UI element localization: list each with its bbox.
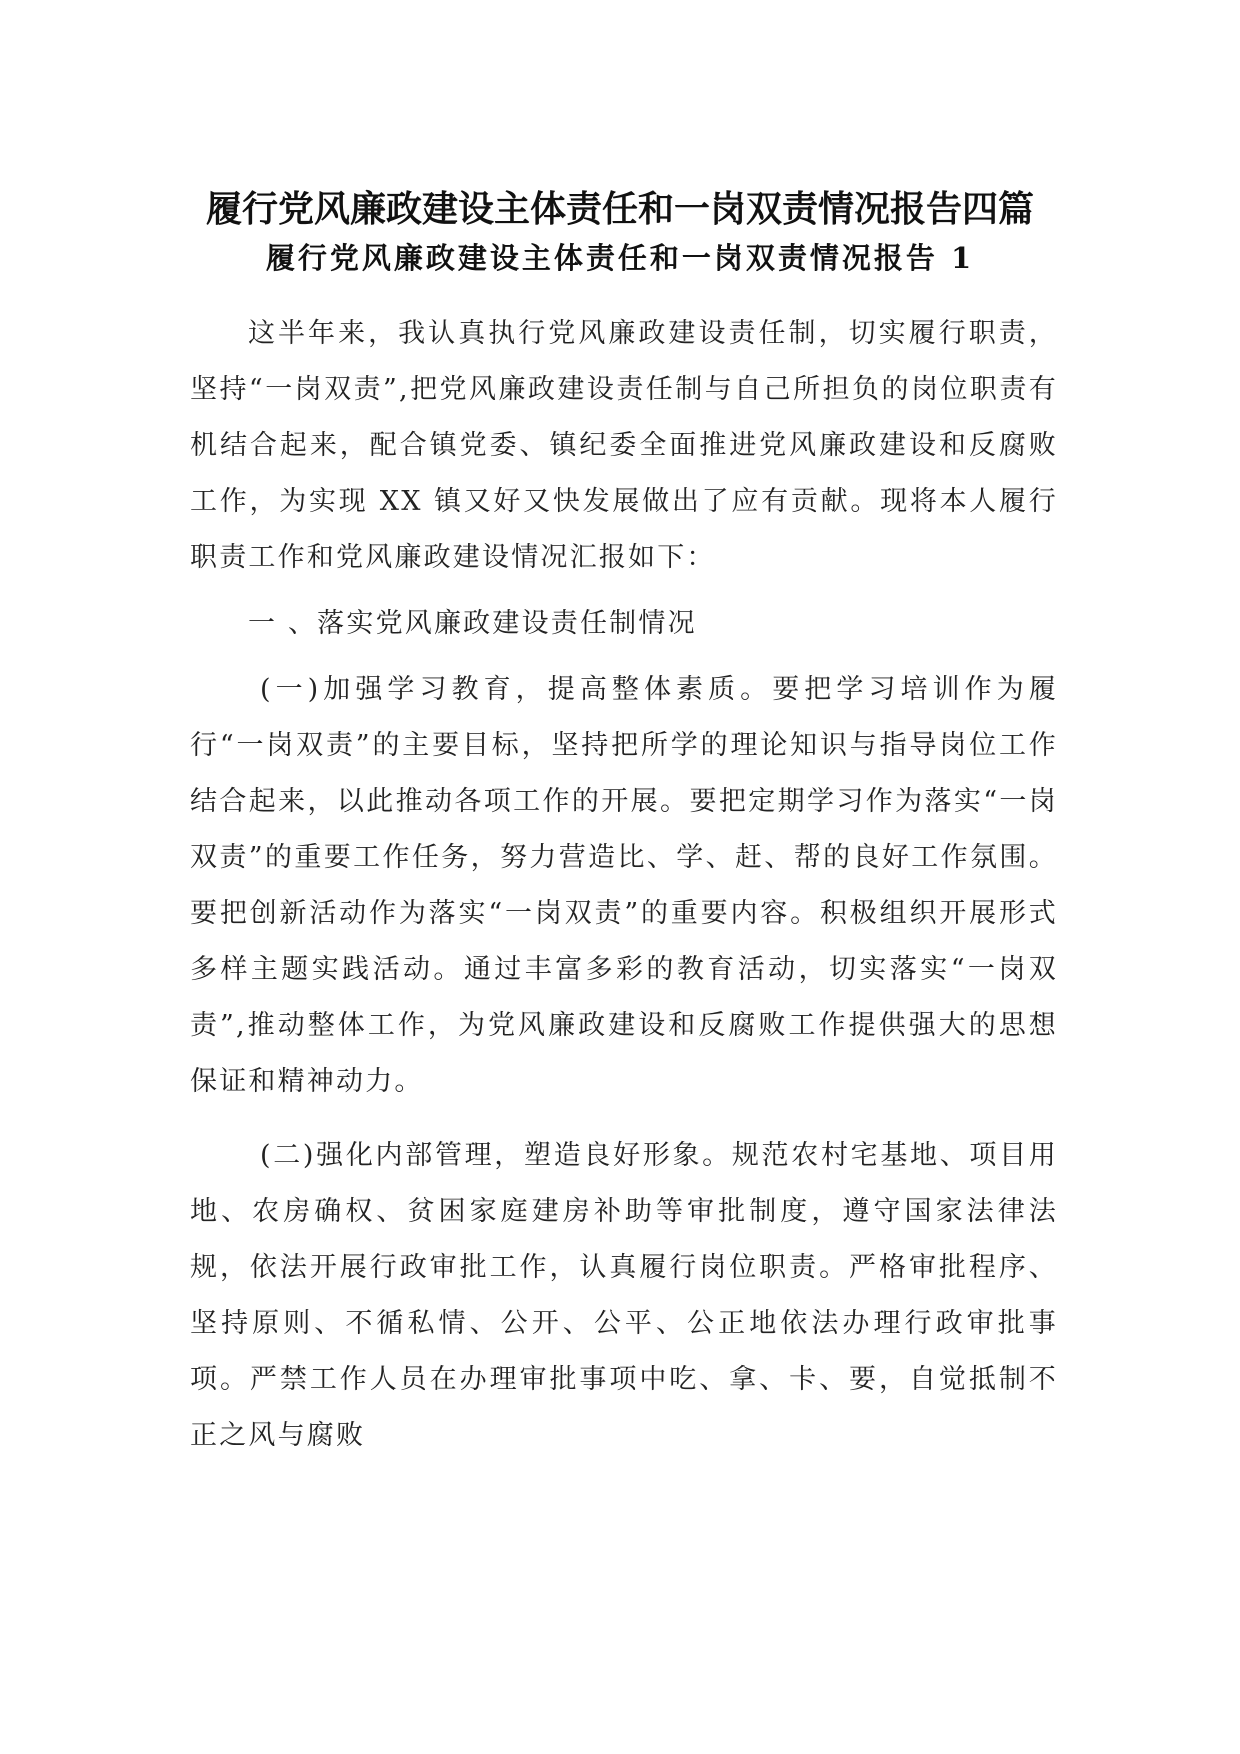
document-subtitle: 履行党风廉政建设主体责任和一岗双责情况报告 1	[265, 241, 975, 275]
document-title: 履行党风廉政建设主体责任和一岗双责情况报告四篇	[205, 189, 1034, 230]
paragraph-item-1: (一)加强学习教育，提高整体素质。要把学习培训作为履行“一岗双责”的主要目标，坚持把所学的理论知识与指导岗位工作结合起来，以此推动各项工作的开展。要把定期学习作为落实“一岗双责”的重要工作任务，努力营造比、学、赶、帮的良好工作氛围。要把创新活动作为落实“一岗双责”的重要内容。积极组织开展形式多样主题实践活动。通过丰富多彩的教育活动，切实落实“一岗双责”,推动整体工作，为党风廉政建设和反腐败工作提供强大的思想保证和精神动力。	[190, 674, 1058, 1097]
document-body	[190, 306, 1058, 1464]
section-heading: 一 、落实党风廉政建设责任制情况	[248, 608, 697, 639]
paragraph-intro: 这半年来，我认真执行党风廉政建设责任制，切实履行职责，坚持“一岗双责”,把党风廉政建设责任制与自己所担负的岗位职责有机结合起来，配合镇党委、镇纪委全面推进党风廉政建设和反腐败工作，为实现 XX 镇又好又快发展做出了应有贡献。现将本人履行职责工作和党风廉政建设情况汇报如下：	[190, 318, 1058, 573]
paragraph-item-2: (二)强化内部管理，塑造良好形象。规范农村宅基地、项目用地、农房确权、贫困家庭建房补助等审批制度，遵守国家法律法规，依法开展行政审批工作，认真履行岗位职责。严格审批程序、坚持原则、不循私情、公开、公平、公正地依法办理行政审批事项。严禁工作人员在办理审批事项中吃、拿、卡、要，自觉抵制不正之风与腐败	[190, 1140, 1058, 1451]
